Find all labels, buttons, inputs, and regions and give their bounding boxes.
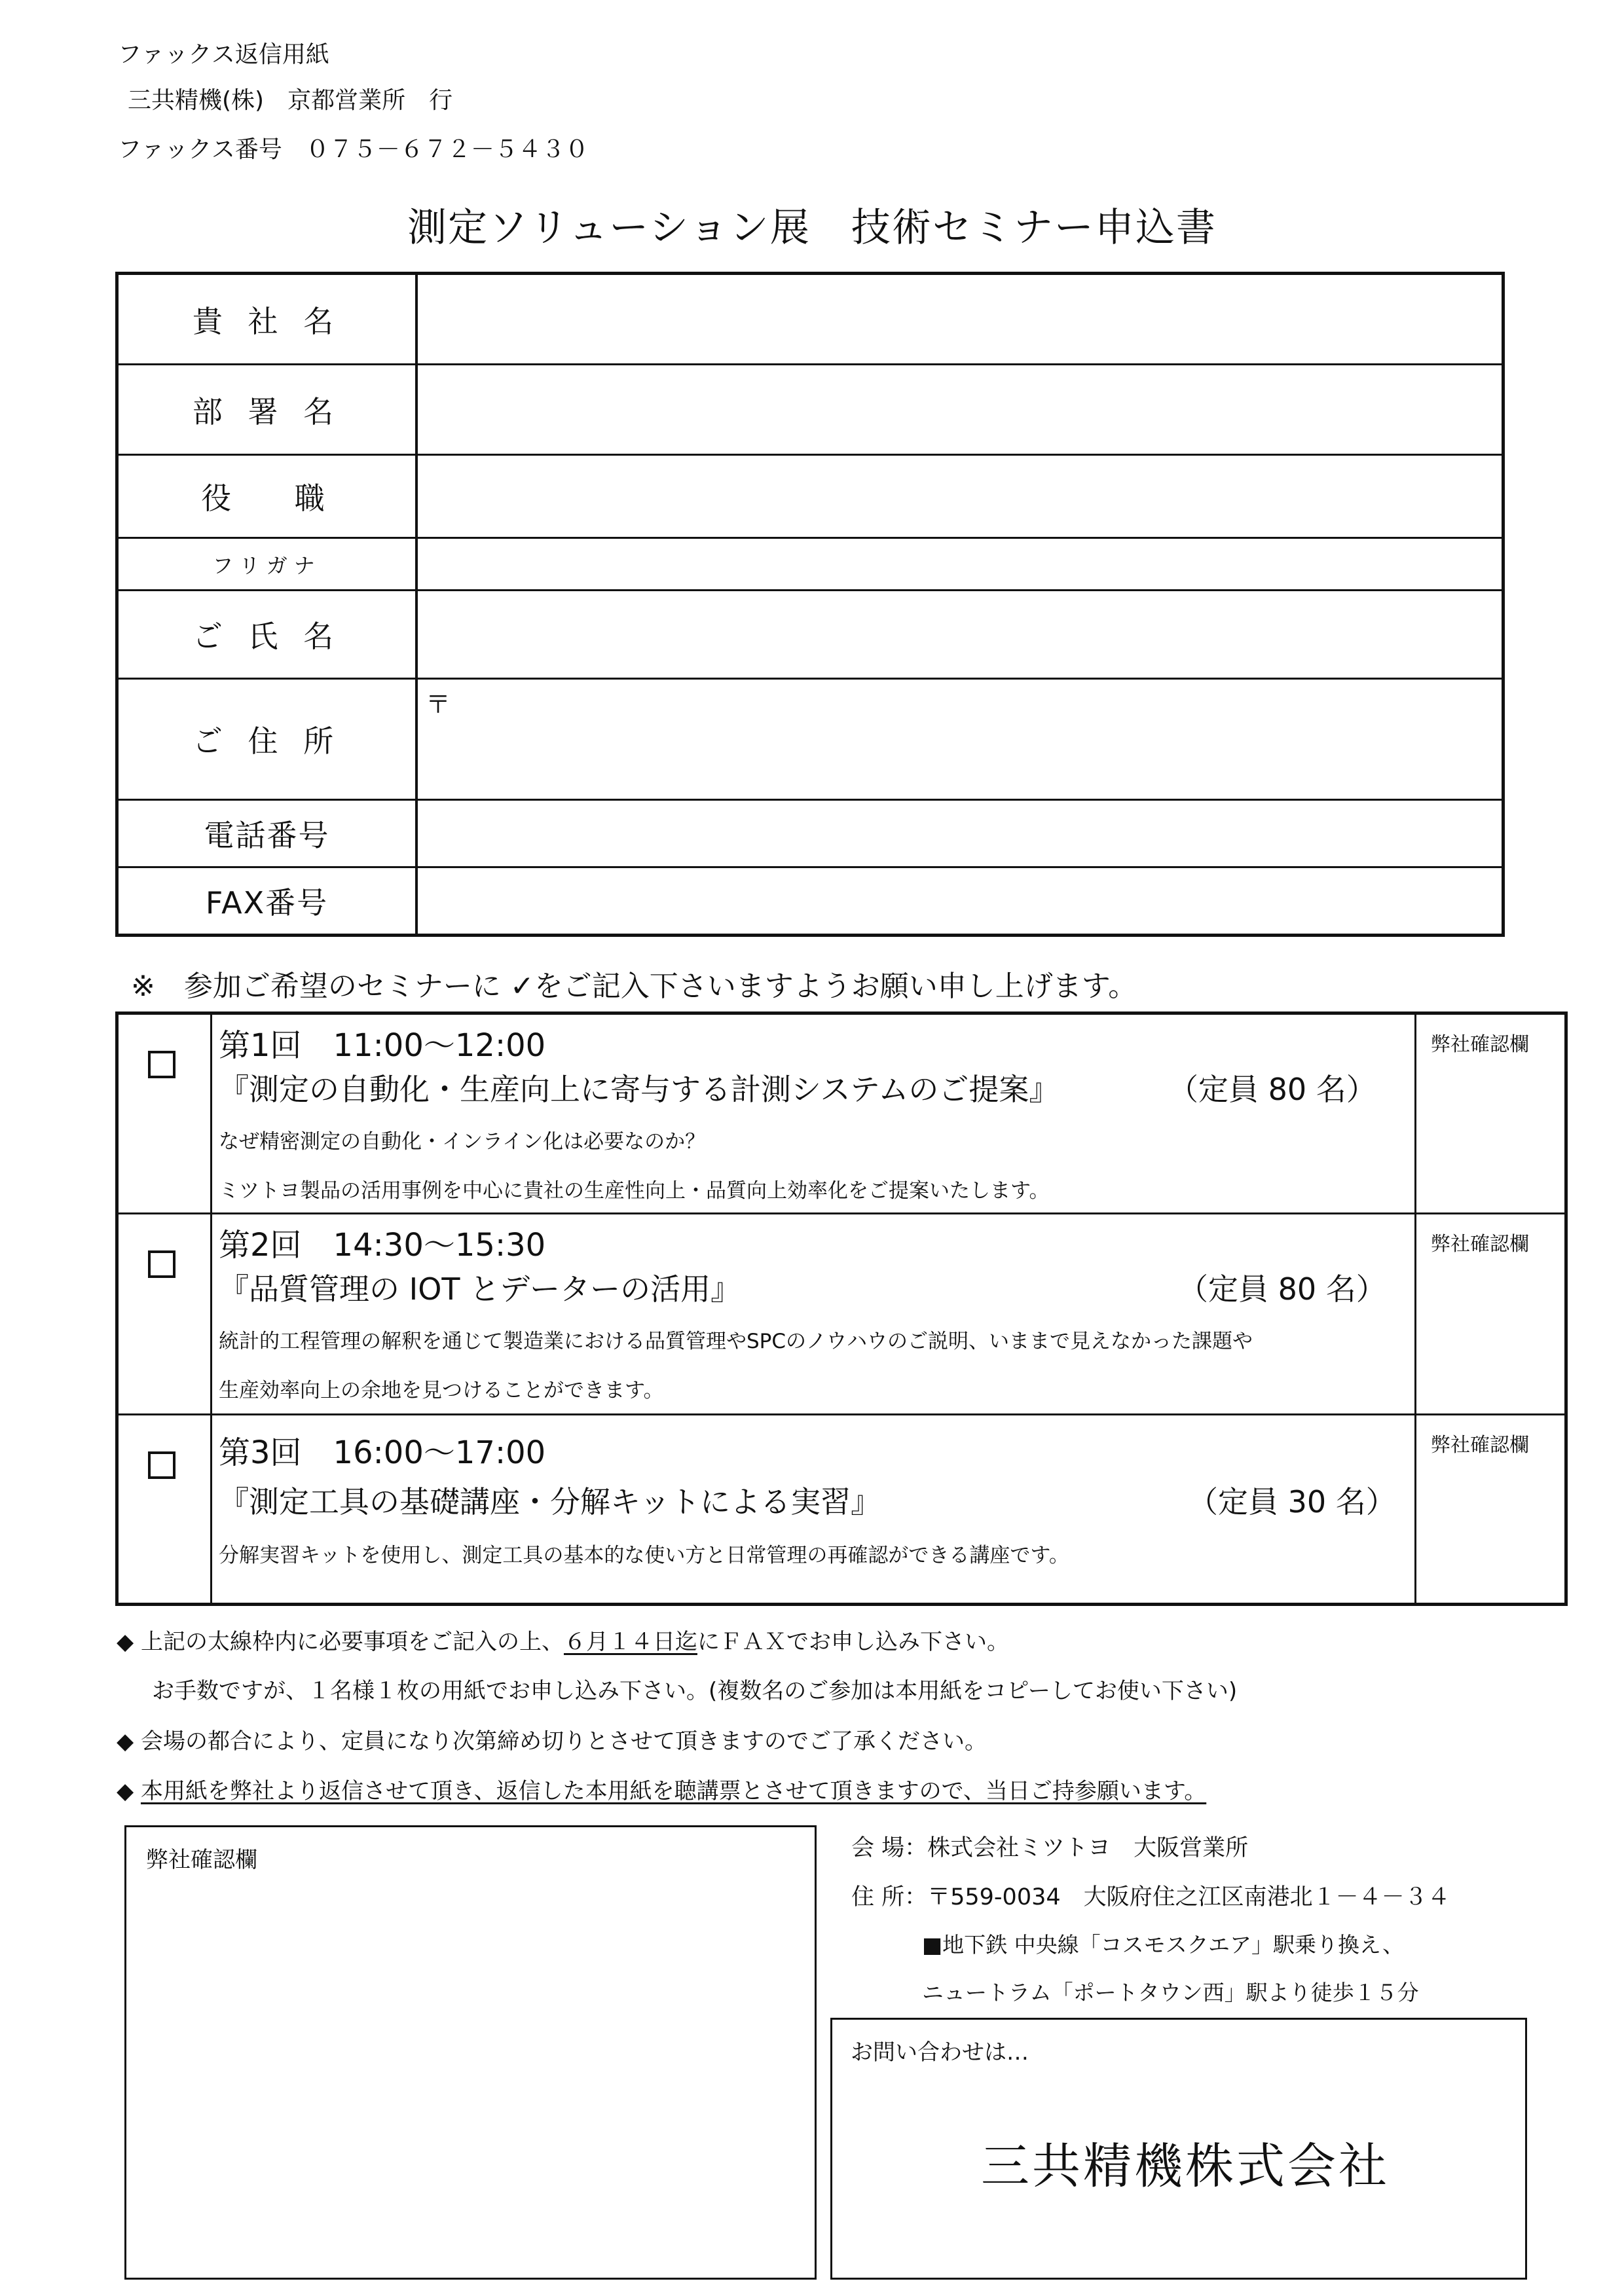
seminar-3-time: 第3回 16:00～17:00 xyxy=(219,1434,546,1471)
note-one-per-sheet: お手数ですが、１名様１枚の用紙でお申し込み下さい。(複数名のご参加は本用紙をコピーしてお使い下さい) xyxy=(152,1678,1238,1704)
internal-confirm-box xyxy=(124,1825,817,2280)
seminar-row-1 xyxy=(119,1015,1564,1214)
internal-confirm-label: 弊社確認欄 xyxy=(146,1847,257,1873)
seminar-1-desc-2: ミツトヨ製品の活用事例を中心に貴社の生産性向上・品質向上効率化をご提案いたします。 xyxy=(219,1179,1050,1203)
row-position xyxy=(119,456,1502,539)
seminar-3-checkbox[interactable] xyxy=(148,1451,175,1479)
seminar-2-title: 『品質管理の IOT とデーターの活用』 xyxy=(219,1271,741,1307)
company-field[interactable] xyxy=(420,275,1502,363)
department-field[interactable] xyxy=(420,365,1502,454)
label-name: ご 氏 名 xyxy=(119,591,418,678)
application-form xyxy=(115,272,1505,937)
venue-address: 住 所：〒559-0034 大阪府住之江区南港北１－４－３４ xyxy=(851,1884,1450,1910)
note-capacity-closing: ◆ 会場の都合により、定員になり次第締め切りとさせて頂きますのでご了承ください。 xyxy=(117,1728,987,1755)
label-department: 部 署 名 xyxy=(119,365,418,454)
row-phone xyxy=(119,801,1502,868)
recipient-line: 三共精機(株) 京都営業所 行 xyxy=(128,87,453,114)
fax-reply-sheet-label: ファックス返信用紙 xyxy=(118,41,329,68)
label-position: 役 職 xyxy=(119,456,418,537)
seminar-1-capacity: （定員 80 名） xyxy=(1168,1072,1376,1107)
contact-company: 三共精機株式会社 xyxy=(981,2138,1390,2195)
furigana-field[interactable] xyxy=(420,539,1502,589)
seminar-3-capacity: （定員 30 名） xyxy=(1188,1484,1396,1520)
contact-label: お問い合わせは… xyxy=(851,2039,1029,2066)
page-title: 測定ソリューション展 技術セミナー申込書 xyxy=(407,205,1217,251)
name-field[interactable] xyxy=(420,591,1502,678)
label-company: 貴 社 名 xyxy=(119,275,418,363)
venue-place: 会 場：株式会社ミツトヨ 大阪営業所 xyxy=(851,1835,1249,1861)
seminar-1-details xyxy=(210,1015,1416,1212)
postal-mark: 〒 xyxy=(426,690,451,719)
seminar-1-checkbox[interactable] xyxy=(148,1051,175,1078)
venue-access-2: ニュートラム「ポートタウン西」駅より徒歩１５分 xyxy=(922,1980,1419,2005)
fax-field[interactable] xyxy=(420,868,1502,934)
seminar-3-title: 『測定工具の基礎講座・分解キットによる実習』 xyxy=(219,1484,881,1520)
fax-number-line: ファックス番号 ０７５－６７２－５４３０ xyxy=(118,136,589,163)
row-name xyxy=(119,591,1502,680)
seminar-2-checkbox[interactable] xyxy=(148,1250,175,1278)
venue-access-1: ■地下鉄 中央線「コスモスクエア」駅乗り換え、 xyxy=(922,1932,1404,1958)
deadline-date: ６月１４日迄 xyxy=(563,1629,697,1655)
row-furigana xyxy=(119,539,1502,591)
note-deadline: ◆ 上記の太線枠内に必要事項をご記入の上、６月１４日迄にＦＡＸでお申し込み下さい。 xyxy=(117,1629,1009,1655)
seminar-3-confirm-label: 弊社確認欄 xyxy=(1431,1434,1529,1457)
seminar-1-confirm-label: 弊社確認欄 xyxy=(1431,1033,1529,1056)
seminar-2-time: 第2回 14:30～15:30 xyxy=(219,1227,546,1264)
position-field[interactable] xyxy=(420,456,1502,537)
seminar-row-2 xyxy=(119,1214,1564,1415)
row-department xyxy=(119,365,1502,456)
contact-box xyxy=(830,2018,1527,2280)
seminar-2-desc-2: 生産効率向上の余地を見つけることができます。 xyxy=(219,1379,664,1402)
checkmark-instruction: ※ 参加ご希望のセミナーに ✓をご記入下さいますようお願い申し上げます。 xyxy=(131,970,1137,1003)
row-company xyxy=(119,275,1502,365)
label-furigana: フリガナ xyxy=(119,539,418,589)
label-fax: FAX番号 xyxy=(119,868,418,934)
seminar-3-desc-1: 分解実習キットを使用し、測定工具の基本的な使い方と日常管理の再確認ができる講座です。 xyxy=(219,1544,1069,1567)
row-fax xyxy=(119,868,1502,934)
address-field[interactable] xyxy=(420,680,1502,799)
row-address xyxy=(119,680,1502,801)
phone-field[interactable] xyxy=(420,801,1502,866)
seminar-2-confirm-label: 弊社確認欄 xyxy=(1431,1233,1529,1256)
label-phone: 電話番号 xyxy=(119,801,418,866)
seminar-2-desc-1: 統計的工程管理の解釈を通じて製造業における品質管理やSPCのノウハウのご説明、いままで見えなかった課題や xyxy=(219,1330,1253,1353)
seminar-table xyxy=(115,1011,1568,1606)
label-address: ご 住 所 xyxy=(119,680,418,799)
seminar-3-details xyxy=(210,1415,1416,1603)
seminar-2-capacity: （定員 80 名） xyxy=(1178,1271,1386,1307)
note-ticket: ◆ 本用紙を弊社より返信させて頂き、返信した本用紙を聴講票とさせて頂きますので、当日ご持参願います。 xyxy=(117,1778,1207,1804)
seminar-1-title: 『測定の自動化・生産向上に寄与する計測システムのご提案』 xyxy=(219,1072,1060,1107)
seminar-1-desc-1: なぜ精密測定の自動化・インライン化は必要なのか？ xyxy=(219,1130,706,1154)
seminar-row-3 xyxy=(119,1415,1564,1603)
seminar-1-time: 第1回 11:00～12:00 xyxy=(219,1027,546,1064)
seminar-2-details xyxy=(210,1214,1416,1413)
